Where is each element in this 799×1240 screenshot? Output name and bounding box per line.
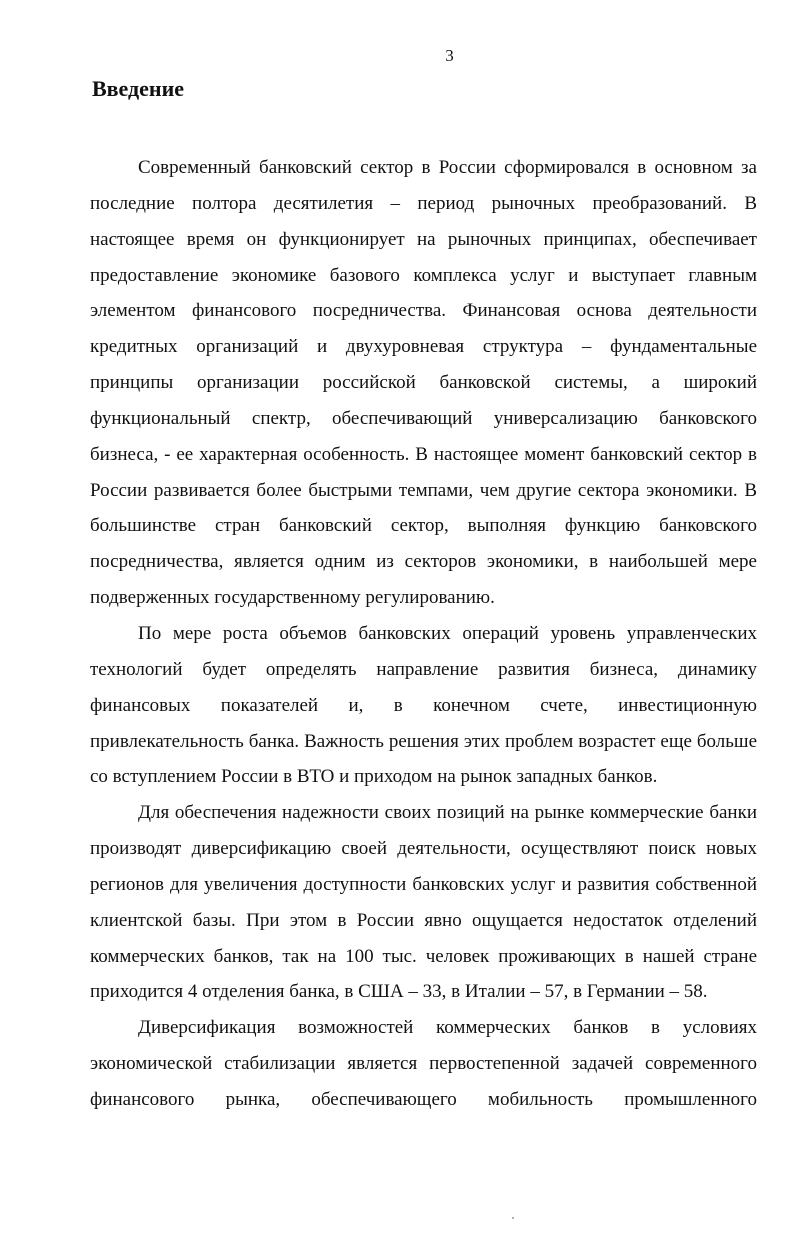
paragraph: Для обеспечения надежности своих позиций на рынке коммерческие банки производят диверсификацию своей деятельности, осуществляют поиск новых регионов для увеличения доступности банковских услуг и развития собственной клиентской базы. При этом в России явно ощущается недостаток отделений коммерческих банков, так на 100 тыс. человек проживающих в нашей стране приходится 4 отделения банка, в США – 33, в Италии – 57, в Германии – 58. [90,802,757,1003]
body-text [90,150,757,1118]
page-title: Введение [92,76,185,101]
paragraph: По мере роста объемов банковских операций уровень управленческих технологий будет определять направление развития бизнеса, динамику финансовых показателей и, в конечном счете, инвестиционную привлекательность банка. Важность решения этих проблем возрастет еще больше со вступлением России в ВТО и приходом на рынок западных банков. [90,622,757,788]
scan-artifact [512,1217,514,1219]
page-number: 3 [445,46,454,65]
paragraph: Современный банковский сектор в России сформировался в основном за последние полтора десятилетия – период рыночных преобразований. В настоящее время он функционирует на рыночных принципах, обеспечивает предоставление экономике базового комплекса услуг и выступает главным элементом финансового посредничества. Финансовая основа деятельности кредитных организаций и двухуровневая структура – фундаментальные принципы организации российской банковской системы, а широкий функциональный спектр, обеспечивающий универсализацию банковского бизнеса, - ее характерная особенность. В настоящее момент банковский сектор в России развивается более быстрыми темпами, чем другие сектора экономики. В большинстве стран банковский сектор, выполняя функцию банковского посредничества, является одним из секторов экономики, в наибольшей мере подверженных государственному регулированию. [90,157,757,609]
paragraph: Диверсификация возможностей коммерческих банков в условиях экономической стабилизации является первостепенной задачей современного финансового рынка, обеспечивающего мобильность промышленного [90,1017,757,1110]
